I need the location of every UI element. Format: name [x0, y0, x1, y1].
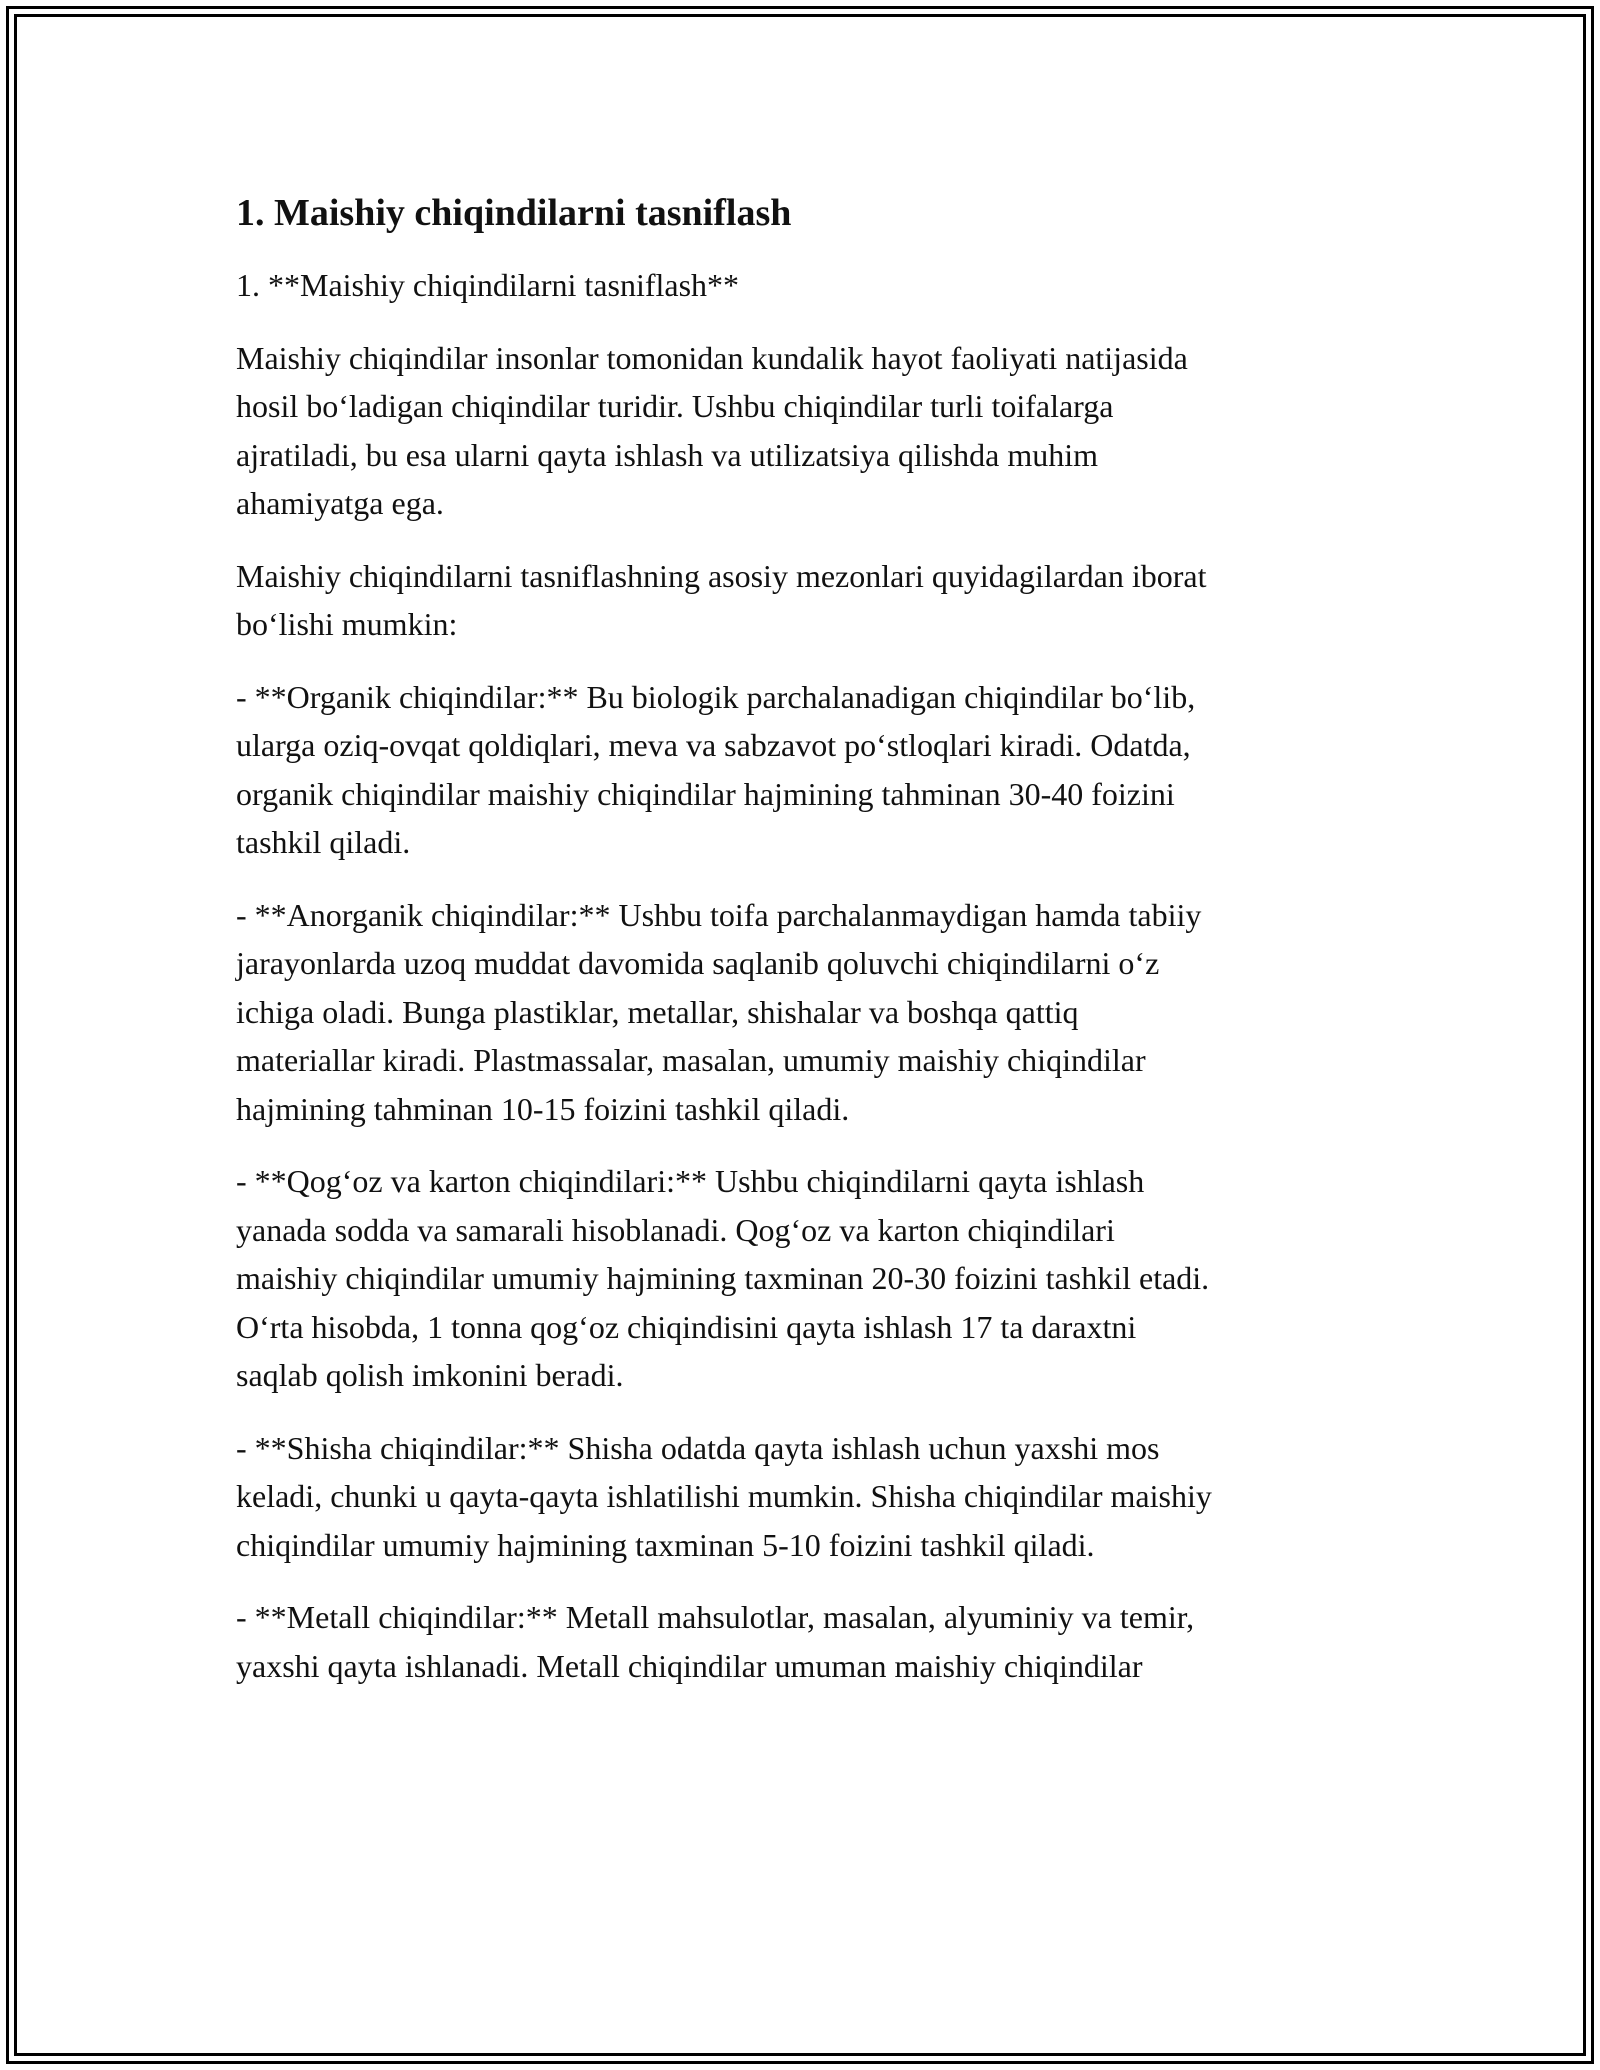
- paper-waste-paragraph: - **Qog‘oz va karton chiqindilari:** Ushbu chiqindilarni qayta ishlash yanada sodda va samarali hisoblanadi. Qog‘oz va karton chiqindilari maishiy chiqindilar umumiy hajmining taxminan 20-30 foizini tashkil etadi. O‘rta hisobda, 1 tonna qog‘oz chiqindisini qayta ishlash 17 ta daraxtni saqlab qolish imkonini beradi.: [236, 1163, 1210, 1393]
- criteria-paragraph: Maishiy chiqindilarni tasniflashning asosiy mezonlari quyidagilardan iborat bo‘lishi mumkin:: [236, 557, 1207, 642]
- document-body: [236, 185, 1366, 1690]
- organic-waste-paragraph: - **Organik chiqindilar:** Bu biologik parchalanadigan chiqindilar bo‘lib, ularga oziq-ovqat qoldiqlari, meva va sabzavot po‘stloqlari kiradi. Odatda, organik chiqindilar maishiy chiqindilar hajmining tahminan 30-40 foizini tashkil qiladi.: [236, 678, 1196, 860]
- document-title: 1. Maishiy chiqindilarni tasniflash: [236, 192, 792, 234]
- glass-waste-paragraph: - **Shisha chiqindilar:** Shisha odatda qayta ishlash uchun yaxshi mos keladi, chunki u qayta-qayta ishlatilishi mumkin. Shisha chiqindilar maishiy chiqindilar umumiy hajmining taxminan 5-10 foizini tashkil qiladi.: [236, 1429, 1212, 1563]
- intro-paragraph: Maishiy chiqindilar insonlar tomonidan kundalik hayot faoliyati natijasida hosil bo‘ladigan chiqindilar turidir. Ushbu chiqindilar turli toifalarga ajratiladi, bu esa ularni qayta ishlash va utilizatsiya qilishda muhim ahamiyatga ega.: [236, 339, 1188, 521]
- subheading-paragraph: 1. **Maishiy chiqindilarni tasniflash**: [236, 267, 740, 303]
- inorganic-waste-paragraph: - **Anorganik chiqindilar:** Ushbu toifa parchalanmaydigan hamda tabiiy jarayonlarda uzoq muddat davomida saqlanib qoluvchi chiqindilarni o‘z ichiga oladi. Bunga plastiklar, metallar, shishalar va boshqa qattiq materiallar kiradi. Plastmassalar, masalan, umumiy maishiy chiqindilar hajmining tahminan 10-15 foizini tashkil qiladi.: [236, 896, 1202, 1127]
- metal-waste-paragraph: - **Metall chiqindilar:** Metall mahsulotlar, masalan, alyuminiy va temir, yaxshi qayta ishlanadi. Metall chiqindilar umuman maishiy chiqindilar: [236, 1599, 1195, 1684]
